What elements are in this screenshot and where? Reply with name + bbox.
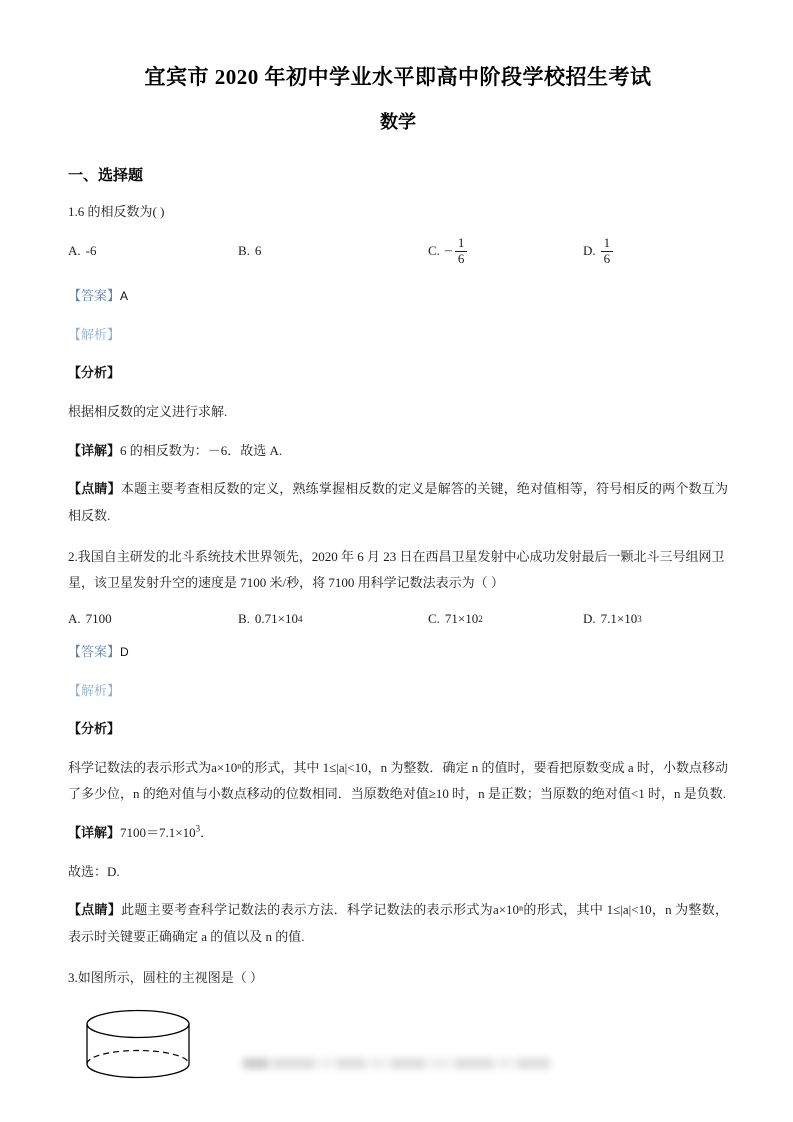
option-2-c[interactable]: C. 71×10 2: [428, 610, 483, 626]
question-2-dianjing-text: 此题主要考查科学记数法的表示方法．科学记数法的表示形式为a×10ⁿ的形式，其中 1≤|a|<10，n 为整数，表示时关键要正确确定 a 的值以及 n 的值.: [68, 902, 728, 945]
question-2-fenxi-text: 科学记数法的表示形式为a×10ⁿ的形式，其中 1≤|a|<10，n 为整数．确定 n 的值时，要看把原数变成 a 时，小数点移动了多少位，n 的绝对值与小数点移动的位数相同．当原数绝对值≥10 时，n 是正数；当原数的绝对值<1 时，n 是负数.: [68, 759, 728, 802]
option-2-d-base: 7.1×10: [600, 610, 638, 626]
blurred-watermark: [243, 1055, 553, 1071]
title-block: [68, 62, 728, 134]
question-1-stem: 1.6 的相反数为( ): [68, 203, 165, 219]
option-1-c-sign: –: [444, 243, 452, 259]
watermark-segment: [243, 1058, 269, 1069]
question-1-xiangjie-text: 6 的相反数为：－6．故选 A.: [120, 442, 283, 458]
question-2-fenxi-line: [68, 716, 728, 743]
option-1-a[interactable]: [68, 243, 238, 259]
option-1-b[interactable]: [238, 243, 428, 259]
option-2-d-label: D.: [583, 610, 596, 626]
question-2-xiangjie-base: 7100＝7.1×10: [120, 825, 196, 841]
question-1-dianjing-text: 本题主要考查相反数的定义，熟练掌握相反数的定义是解答的关键，绝对值相等，符号相反的两个数互为相反数.: [68, 481, 728, 523]
fraction-one-sixth: [601, 236, 614, 267]
watermark-segment: [319, 1058, 333, 1069]
fraction-denominator: 6: [603, 250, 611, 266]
cylinder-icon: [78, 1007, 198, 1089]
fenxi-label: 【分析】: [68, 721, 121, 737]
option-1-d-label: D.: [583, 243, 596, 259]
dianjing-label: 【点睛】: [68, 902, 122, 918]
question-1-answer-line: [68, 283, 728, 310]
jiexi-label: 【解析】: [68, 682, 121, 698]
question-1-jiexi-line: [68, 322, 728, 349]
question-1-answer-value: A: [120, 289, 129, 304]
option-1-b-label: B.: [238, 243, 250, 259]
section-heading: 一、选择题: [68, 166, 144, 184]
question-2-answer-line: [68, 639, 728, 666]
option-2-c-base: 71×10: [444, 610, 479, 626]
question-2-xiangjie-line: [68, 820, 728, 847]
option-2-a-label: A.: [68, 610, 81, 626]
option-1-d-fraction: [601, 236, 614, 267]
question-3-stem: 3.如图所示，圆柱的主视图是（ ）: [68, 969, 264, 985]
answer-label: 【答案】: [68, 288, 121, 304]
question-2-jiexi-line: [68, 678, 728, 705]
question-1-dianjing-line: [68, 476, 728, 529]
watermark-segment: [516, 1058, 550, 1069]
option-2-d[interactable]: D. 7.1×10 3: [583, 610, 642, 626]
question-2-guxuan: 故选：D.: [68, 863, 120, 879]
watermark-segment: [429, 1058, 451, 1069]
option-1-c[interactable]: [428, 236, 583, 267]
question-1-xiangjie-line: [68, 438, 728, 465]
page-content: [68, 0, 728, 1094]
watermark-segment: [369, 1058, 387, 1069]
watermark-segment: [497, 1058, 513, 1069]
page-title: 宜宾市 2020 年初中学业水平即高中阶段学校招生考试: [144, 65, 652, 89]
answer-label: 【答案】: [68, 643, 121, 659]
option-2-a-value: 7100: [85, 610, 112, 626]
question-2-xiangjie-exponent: 3: [195, 823, 201, 834]
dianjing-label: 【点睛】: [68, 481, 121, 497]
fenxi-label: 【分析】: [68, 365, 121, 381]
option-2-a[interactable]: [68, 611, 238, 627]
cylinder-diagram: [78, 1007, 728, 1094]
option-1-d[interactable]: [583, 236, 723, 267]
option-1-a-label: A.: [68, 243, 81, 259]
watermark-segment: [336, 1058, 366, 1069]
question-2-stem: 2.我国自主研发的北斗系统技术世界领先，2020 年 6 月 23 日在西昌卫星发射中心成功发射最后一颗北斗三号组网卫星，该卫星发射升空的速度是 7100 米/秒，将 7100 用科学记数法表示为（ ）: [68, 548, 725, 591]
question-1-fenxi-text: 根据相反数的定义进行求解.: [68, 404, 228, 420]
watermark-segment: [390, 1058, 426, 1069]
option-1-c-fraction: [445, 236, 468, 267]
question-1-fenxi-line: [68, 360, 728, 387]
option-2-b-base: 0.71×10: [254, 610, 299, 626]
watermark-segment: [454, 1058, 494, 1069]
option-2-b[interactable]: B. 0.71×10 4: [238, 610, 303, 626]
xiangjie-label: 【详解】: [68, 825, 121, 841]
question-1-options: [68, 231, 728, 271]
question-2-dianjing-line: [68, 897, 728, 950]
fraction-numerator: 1: [601, 236, 614, 252]
option-2-c-label: C.: [428, 610, 440, 626]
question-2-answer-value: D: [120, 644, 129, 659]
fraction-denominator: 6: [457, 250, 465, 266]
jiexi-label: 【解析】: [68, 326, 121, 342]
fraction-numerator: 1: [455, 236, 468, 252]
option-2-b-label: B.: [238, 610, 250, 626]
question-2-xiangjie-tail: ．: [200, 825, 214, 841]
option-1-b-value: 6: [254, 243, 262, 259]
question-2-options: [68, 611, 728, 627]
fraction-one-sixth-negative: [455, 236, 468, 267]
xiangjie-label: 【详解】: [68, 442, 121, 458]
subject-title: 数学: [380, 111, 416, 132]
watermark-segment: [272, 1058, 316, 1069]
option-1-a-value: -6: [85, 243, 97, 259]
option-1-c-label: C.: [428, 243, 440, 259]
